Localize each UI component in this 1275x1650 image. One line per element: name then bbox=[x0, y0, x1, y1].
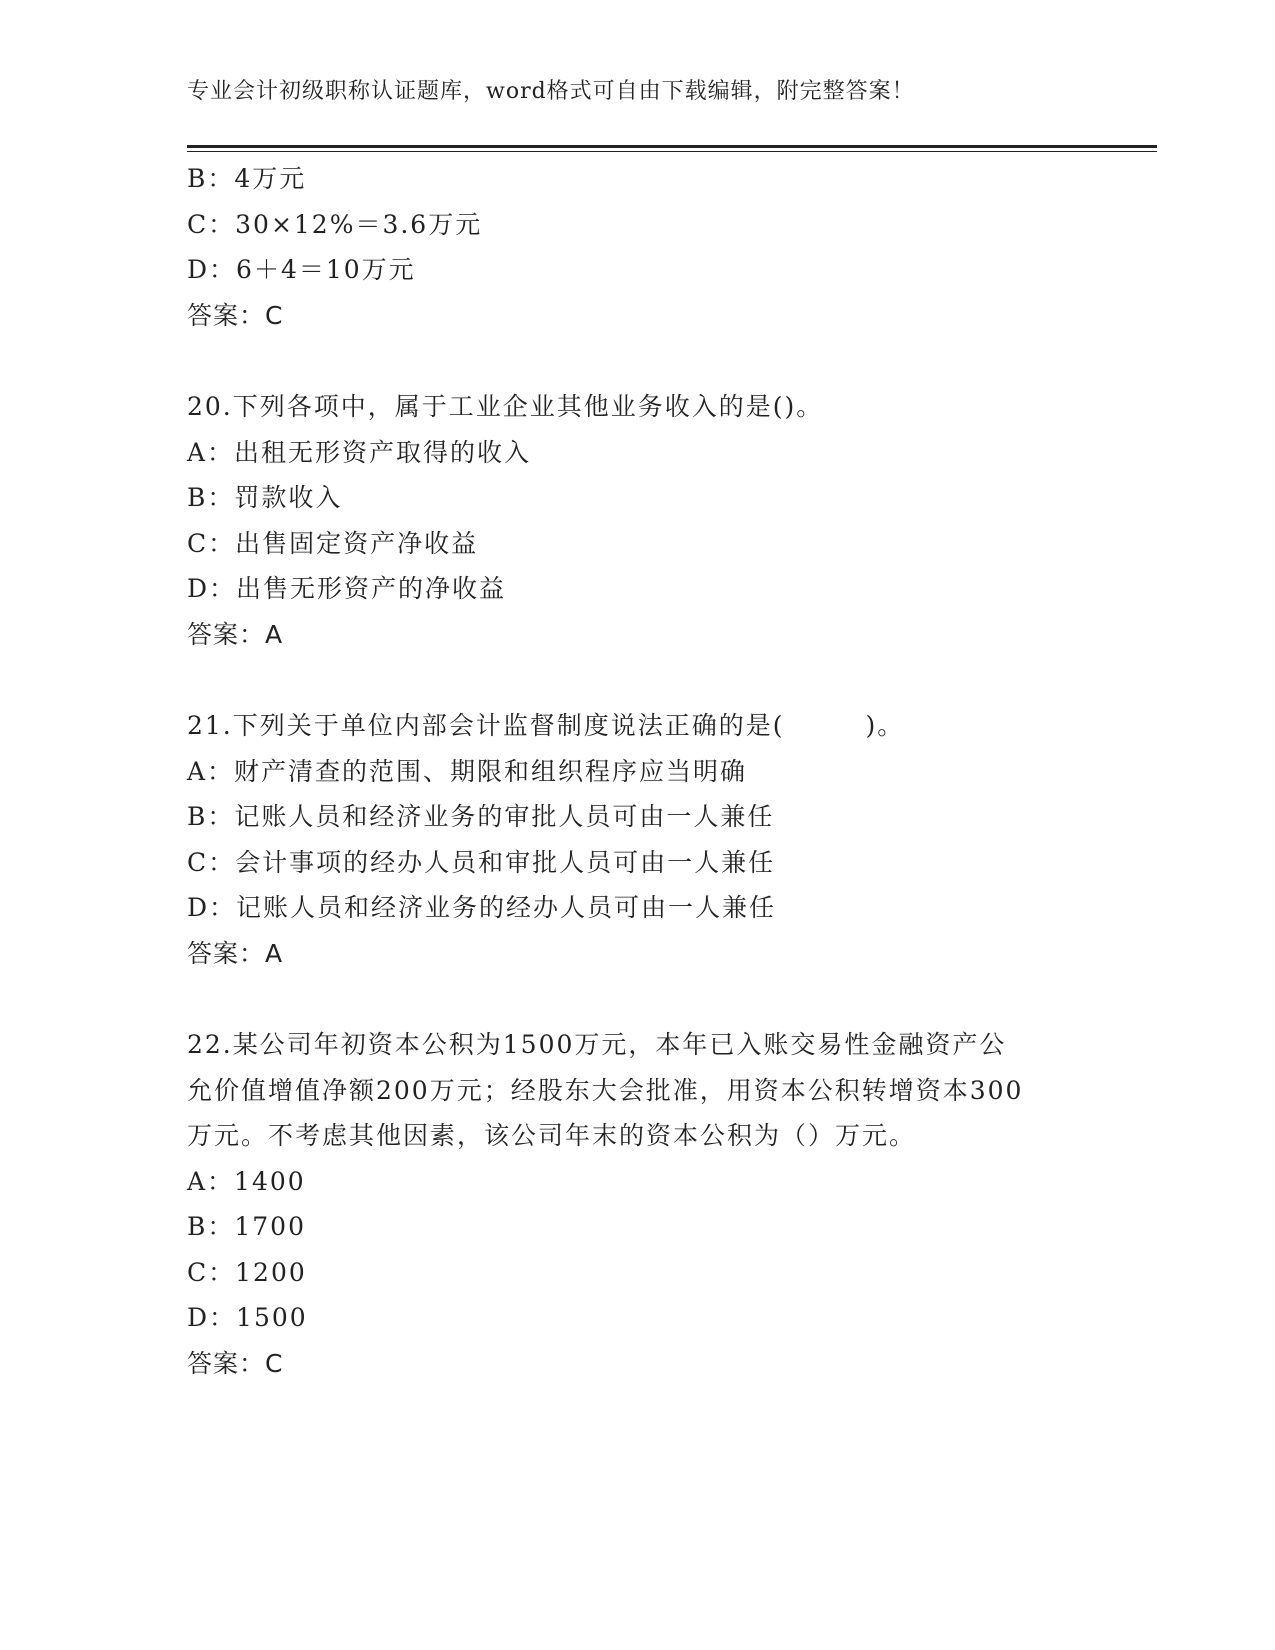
option-a: A：出租无形资产取得的收入 bbox=[187, 437, 532, 467]
question-content bbox=[187, 156, 1087, 1386]
answer-line: 答案：A bbox=[187, 619, 284, 649]
header-rule-thick bbox=[187, 145, 1157, 148]
option-c: C：30×12%＝3.6万元 bbox=[187, 209, 483, 239]
spacer bbox=[187, 338, 1087, 384]
answer-line: 答案：A bbox=[187, 938, 284, 968]
option-c: C：1200 bbox=[187, 1257, 307, 1287]
page-header: 专业会计初级职称认证题库，word格式可自由下载编辑，附完整答案！ bbox=[187, 79, 915, 104]
option-c: C：出售固定资产净收益 bbox=[187, 528, 479, 558]
option-b: B：1700 bbox=[187, 1212, 306, 1241]
option-a: A：财产清查的范围、期限和组织程序应当明确 bbox=[187, 756, 748, 786]
question-22-block bbox=[187, 1022, 1087, 1386]
option-d: D：记账人员和经济业务的经办人员可由一人兼任 bbox=[187, 893, 777, 922]
question-stem: 20.下列各项中，属于工业企业其他业务收入的是()。 bbox=[187, 392, 824, 421]
question-stem: 21.下列关于单位内部会计监督制度说法正确的是( )。 bbox=[187, 711, 905, 740]
prev-question-block bbox=[187, 156, 1087, 338]
option-c: C：会计事项的经办人员和审批人员可由一人兼任 bbox=[187, 847, 776, 877]
option-d: D：1500 bbox=[187, 1303, 308, 1332]
option-b: B：4万元 bbox=[187, 164, 307, 193]
spacer bbox=[187, 976, 1087, 1022]
question-20-block bbox=[187, 384, 1087, 657]
option-b: B：罚款收入 bbox=[187, 483, 343, 512]
option-d: D：6＋4＝10万元 bbox=[187, 255, 416, 284]
question-stem-line-3: 万元。不考虑其他因素，该公司年末的资本公积为（）万元。 bbox=[187, 1121, 917, 1150]
option-d: D：出售无形资产的净收益 bbox=[187, 574, 507, 603]
question-21-block bbox=[187, 703, 1087, 976]
question-stem-line-1: 22.某公司年初资本公积为1500万元，本年已入账交易性金融资产公 bbox=[187, 1030, 1007, 1059]
option-a: A：1400 bbox=[187, 1166, 306, 1196]
answer-line: 答案：C bbox=[187, 300, 284, 330]
question-stem-line-2: 允价值增值净额200万元；经股东大会批准，用资本公积转增资本300 bbox=[187, 1075, 1024, 1105]
option-b: B：记账人员和经济业务的审批人员可由一人兼任 bbox=[187, 802, 775, 831]
answer-line: 答案：C bbox=[187, 1348, 284, 1378]
spacer bbox=[187, 657, 1087, 703]
header-rule-thin bbox=[187, 151, 1157, 152]
